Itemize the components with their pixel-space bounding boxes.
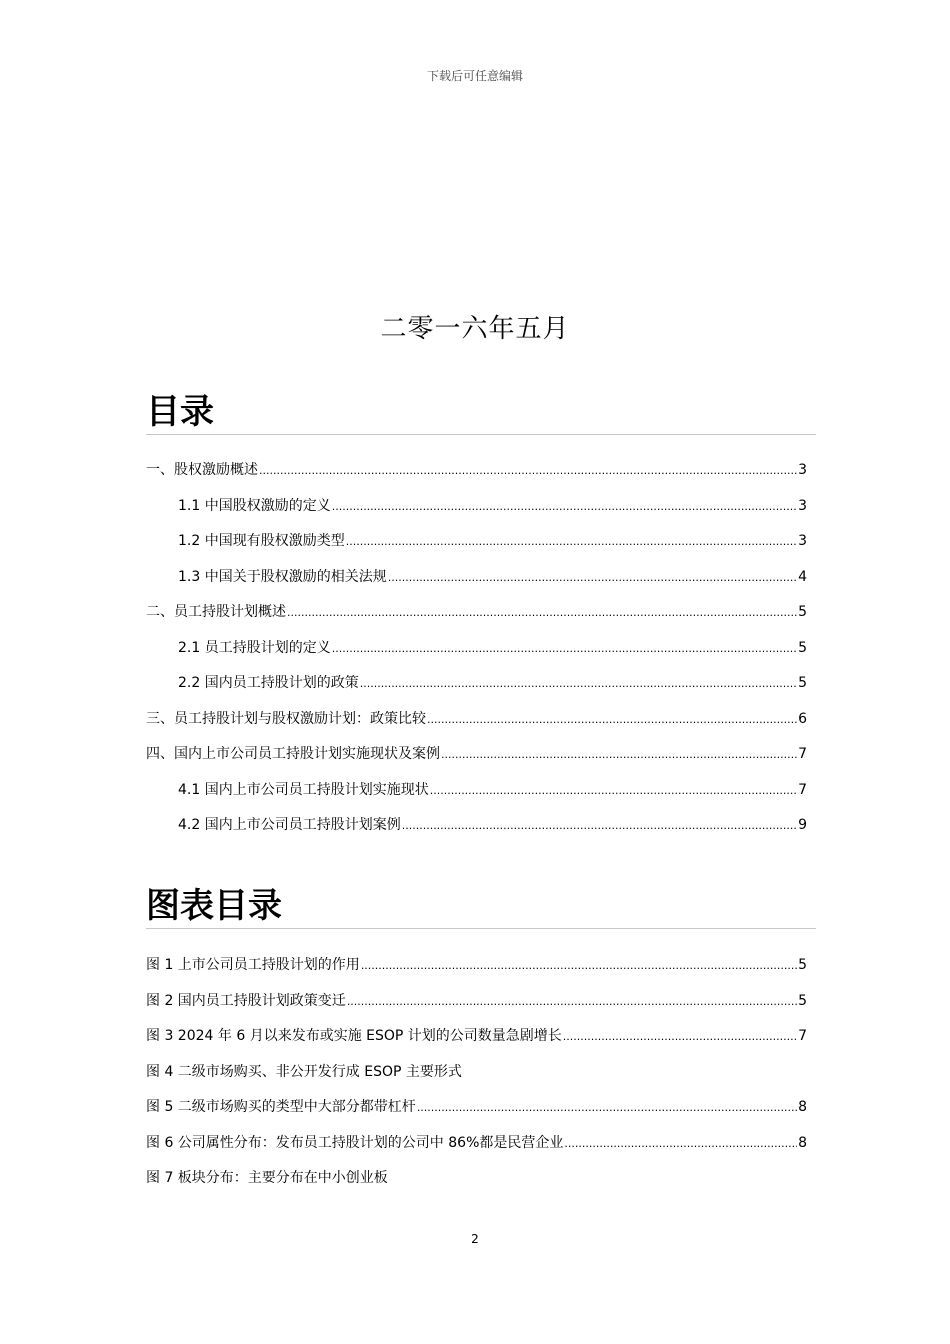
- toc-entry[interactable]: [146, 780, 807, 816]
- toc-entry-title: 4.1 国内上市公司员工持股计划实施现状: [178, 781, 429, 798]
- figure-entry-page: 8: [798, 1099, 807, 1115]
- toc-entry[interactable]: [146, 460, 807, 496]
- toc-entry-title: 2.2 国内员工持股计划的政策: [178, 675, 359, 691]
- toc-entry-page: 3: [798, 497, 807, 514]
- toc-entry-leader: [427, 710, 797, 730]
- toc-entry-title: 1.3 中国关于股权激励的相关法规: [178, 568, 387, 585]
- figure-entry-leader: [347, 992, 797, 1012]
- figure-entry[interactable]: [146, 1133, 807, 1169]
- toc-entry-page: 6: [798, 710, 807, 727]
- toc-entry-page: 3: [798, 462, 807, 478]
- page-number: 2: [471, 1232, 479, 1246]
- figure-entry-leader: [563, 1027, 797, 1047]
- toc-entry-leader: [259, 461, 797, 481]
- toc-list: [146, 460, 807, 851]
- toc-entry-leader: [332, 497, 797, 517]
- toc-entry[interactable]: [146, 638, 807, 674]
- figure-entry-title: 图 5 二级市场购买的类型中大部分都带杠杆: [146, 1099, 416, 1115]
- toc-entry-leader: [332, 639, 797, 659]
- figure-entry-title: 图 1 上市公司员工持股计划的作用: [146, 957, 360, 973]
- figure-entry-leader: [417, 1098, 797, 1118]
- figure-entry[interactable]: [146, 1168, 807, 1204]
- toc-entry-title: 4.2 国内上市公司员工持股计划案例: [178, 817, 401, 833]
- toc-entry-page: 7: [798, 781, 807, 798]
- figure-entry-page: 8: [798, 1134, 807, 1151]
- figure-entry-page: 5: [798, 992, 807, 1009]
- figure-entry[interactable]: [146, 1097, 807, 1133]
- toc-entry-title: 三、员工持股计划与股权激励计划：政策比较: [146, 710, 426, 727]
- toc-entry-leader: [402, 816, 797, 836]
- toc-entry[interactable]: [146, 744, 807, 780]
- page-header: 下载后可任意编辑: [426, 69, 523, 83]
- toc-heading: 目录: [146, 392, 816, 435]
- toc-entry-title: 四、国内上市公司员工持股计划实施现状及案例: [146, 746, 440, 762]
- figure-entry-page: 5: [798, 957, 807, 973]
- toc-entry[interactable]: [146, 567, 807, 603]
- toc-entry-leader: [346, 532, 797, 552]
- figure-entry-title: 图 7 板块分布：主要分布在中小创业板: [146, 1170, 388, 1186]
- toc-entry-page: 4: [798, 568, 807, 585]
- figures-heading: 图表目录: [146, 886, 816, 929]
- figure-entry[interactable]: [146, 1062, 807, 1098]
- toc-entry-leader: [388, 568, 797, 588]
- toc-entry-leader: [287, 603, 797, 623]
- toc-entry-leader: [441, 745, 797, 765]
- figure-entry[interactable]: [146, 991, 807, 1027]
- toc-entry-page: 5: [798, 604, 807, 620]
- toc-entry-title: 一、股权激励概述: [146, 462, 258, 478]
- figure-entry[interactable]: [146, 955, 807, 991]
- figure-entry-page: 7: [798, 1028, 807, 1044]
- toc-entry-page: 5: [798, 639, 807, 656]
- toc-entry-leader: [360, 674, 797, 694]
- toc-entry-title: 1.2 中国现有股权激励类型: [178, 533, 345, 549]
- toc-entry[interactable]: [146, 602, 807, 638]
- toc-entry-title: 二、员工持股计划概述: [146, 604, 286, 620]
- toc-entry-page: 7: [798, 746, 807, 762]
- toc-entry[interactable]: [146, 496, 807, 532]
- figure-entry-leader: [564, 1134, 797, 1154]
- figures-list: [146, 955, 807, 1204]
- figure-entry[interactable]: [146, 1026, 807, 1062]
- toc-entry-title: 1.1 中国股权激励的定义: [178, 497, 331, 514]
- toc-entry-page: 9: [798, 817, 807, 833]
- figure-entry-title: 图 6 公司属性分布：发布员工持股计划的公司中 86%都是民营企业: [146, 1134, 564, 1151]
- document-date: 二零一六年五月: [380, 314, 570, 344]
- toc-entry-page: 3: [798, 533, 807, 549]
- toc-entry[interactable]: [146, 815, 807, 851]
- figure-entry-title: 图 2 国内员工持股计划政策变迁: [146, 992, 346, 1009]
- toc-entry[interactable]: [146, 673, 807, 709]
- toc-entry-leader: [430, 781, 797, 801]
- figure-entry-title: 图 4 二级市场购买、非公开发行成 ESOP 主要形式: [146, 1063, 462, 1080]
- figure-entry-title: 图 3 2024 年 6 月以来发布或实施 ESOP 计划的公司数量急剧增长: [146, 1028, 562, 1044]
- toc-entry[interactable]: [146, 531, 807, 567]
- toc-entry-title: 2.1 员工持股计划的定义: [178, 639, 331, 656]
- toc-entry-page: 5: [798, 675, 807, 691]
- toc-entry[interactable]: [146, 709, 807, 745]
- figure-entry-leader: [361, 956, 797, 976]
